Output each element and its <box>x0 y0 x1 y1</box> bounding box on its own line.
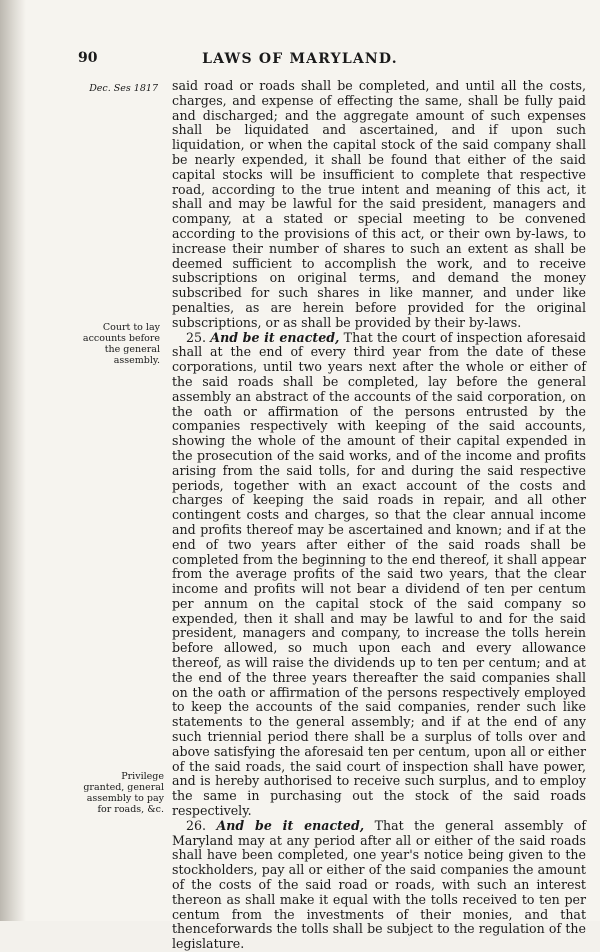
margin-note-court: Court to lay accounts before the general assembly. <box>82 322 160 366</box>
margin-note-session: Dec. Ses 1817 <box>89 83 158 94</box>
running-head-title: LAWS OF MARYLAND. <box>202 51 398 67</box>
section-26 <box>172 819 586 952</box>
margin-note-privilege: Privilege granted, general assembly to pay for roads, &c. <box>83 771 164 815</box>
section-26-enacting-clause: And be it enacted, <box>216 817 365 833</box>
section-25 <box>172 331 586 819</box>
page-number: 90 <box>78 50 98 66</box>
section-25-number: 25. <box>186 329 207 345</box>
paragraph-continuation: said road or roads shall be completed, and until all the costs, charges, and expense of effecting the same, shall be fully paid and discharged; and the aggregate amount of such expenses shall be liquidated and ascertained, and if upon such liquidation, or when the capital stock of the said company shall be nearly expended, it shall be found that either of the said capital stocks will be insufficient to complete that respective road, according to the true intent and meaning of this act, it shall and may be lawful for the said president, managers and company, at a stated or special meeting to be convened according to the provisions of this act, or their own by-laws, to increase their number of shares to such an extent as shall be deemed sufficient to accomplish the work, and to receive subscriptions on original terms, and demand the money subscribed for such shares in like manner, and under like penalties, as are herein before provided for the original subscriptions, or as shall be provided by their by-laws. <box>172 78 586 330</box>
section-25-enacting-clause: And be it enacted, <box>210 329 340 345</box>
section-25-text: That the court of inspection aforesaid shall at the end of every third year from the date of these corporations, until two years next after the whole or either of the said roads shall be completed, lay before the general assembly an abstract of the accounts of the said corporation, on the oath or affirmation of the persons entrusted by the companies respectively with keeping of the said accounts, showing the whole of the amount of their capital expended in the prosecution of the said works, and of the income and profits arising from the said tolls, for and during the said respective periods, together with an exact account of the costs and charges of keeping the said roads in repair, and all other contingent costs and charges, so that the clear annual income and profits thereof may be ascertained and known; and if at the end of two years after either of the said roads shall be completed from the beginning to the end thereof, it shall appear from the average profits of the said two years, that the clear income and profits will not bear a dividend of ten per centum per annum on the capital stock of the said company so expended, then it shall and may be lawful to and for the said president, managers and company, to increase the tolls herein before allowed, so much upon each and every allowance thereof, as will raise the dividends up to ten per centum; and at the end of the three years thereafter the said companies shall on the oath or affirmation of the persons respectively employed to keep the accounts of the said companies, render such like statements to the general assembly; and if at the end of any such triennial period there shall be a surplus of tolls over and above satisfying the aforesaid ten per centum, upon all or either of the said roads, the said court of inspection shall have power, and is hereby authorised to receive such surplus, and to employ the same in purchasing out the stock of the said roads respectively. <box>172 329 586 819</box>
page-binding-edge <box>0 0 26 921</box>
body-text <box>172 79 586 952</box>
section-26-number: 26. <box>186 817 207 833</box>
section-26-text: That the general assembly of Maryland may at any period after all or either of the said roads shall have been completed, one year's notice being given to the stockholders, pay all or either of the said companies the amount of the costs of the said road or roads, with such an interest thereon as shall make it equal with the tolls received to ten per centum from the investments of their monies, and that thenceforwards the tolls shall be subject to the regulation of the legislature. <box>172 817 586 952</box>
